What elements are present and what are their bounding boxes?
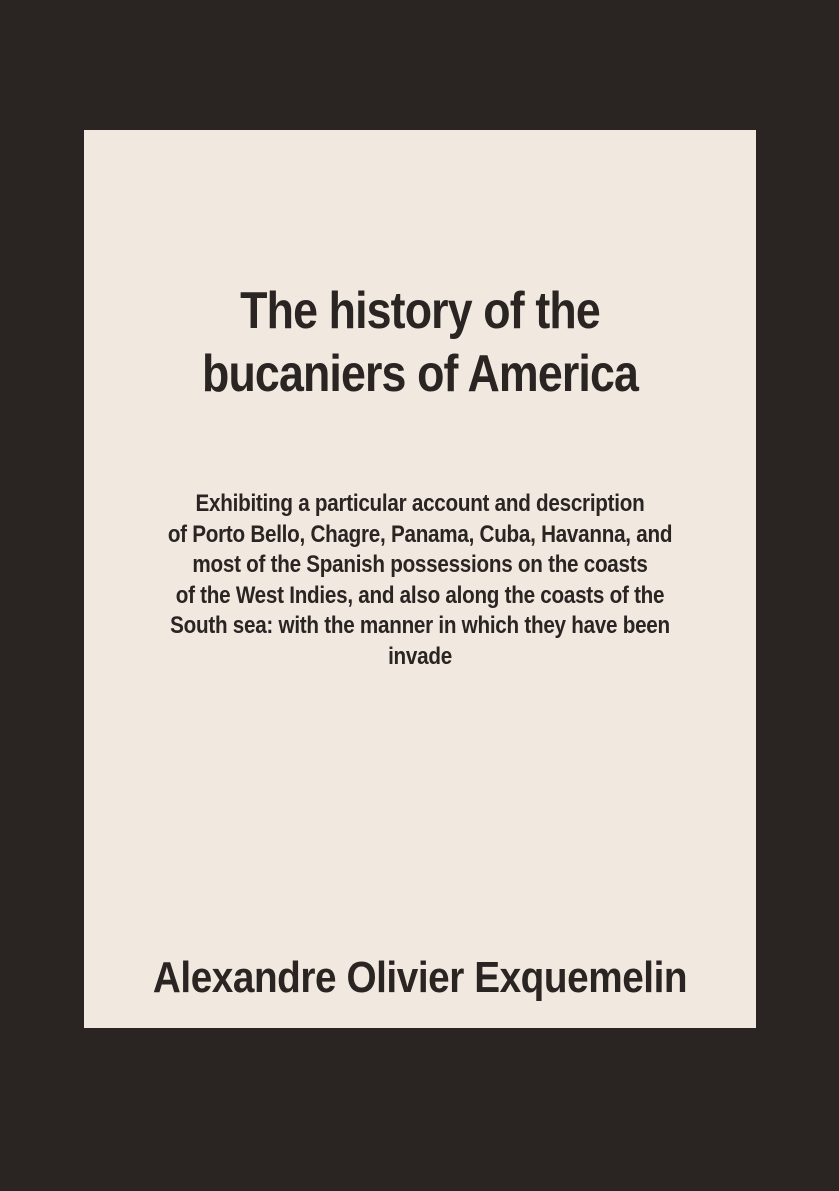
- book-author: Alexandre Olivier Exquemelin: [152, 953, 688, 1002]
- book-title-line: bucaniers of America: [202, 345, 638, 403]
- book-subtitle-line: invade: [388, 642, 452, 670]
- book-title: [148, 280, 692, 406]
- book-subtitle-line: of the West Indies, and also along the coasts of the: [175, 581, 665, 609]
- book-subtitle: [140, 489, 701, 672]
- book-title-line: The history of the: [240, 282, 600, 340]
- book-subtitle-line: Exhibiting a particular account and description: [195, 490, 645, 517]
- book-cover-panel: [84, 130, 756, 1028]
- book-subtitle-line: of Porto Bello, Chagre, Panama, Cuba, Havanna, and: [167, 520, 673, 548]
- book-subtitle-line: most of the Spanish possessions on the coasts: [192, 551, 648, 578]
- book-subtitle-line: South sea: with the manner in which they have been: [170, 612, 670, 639]
